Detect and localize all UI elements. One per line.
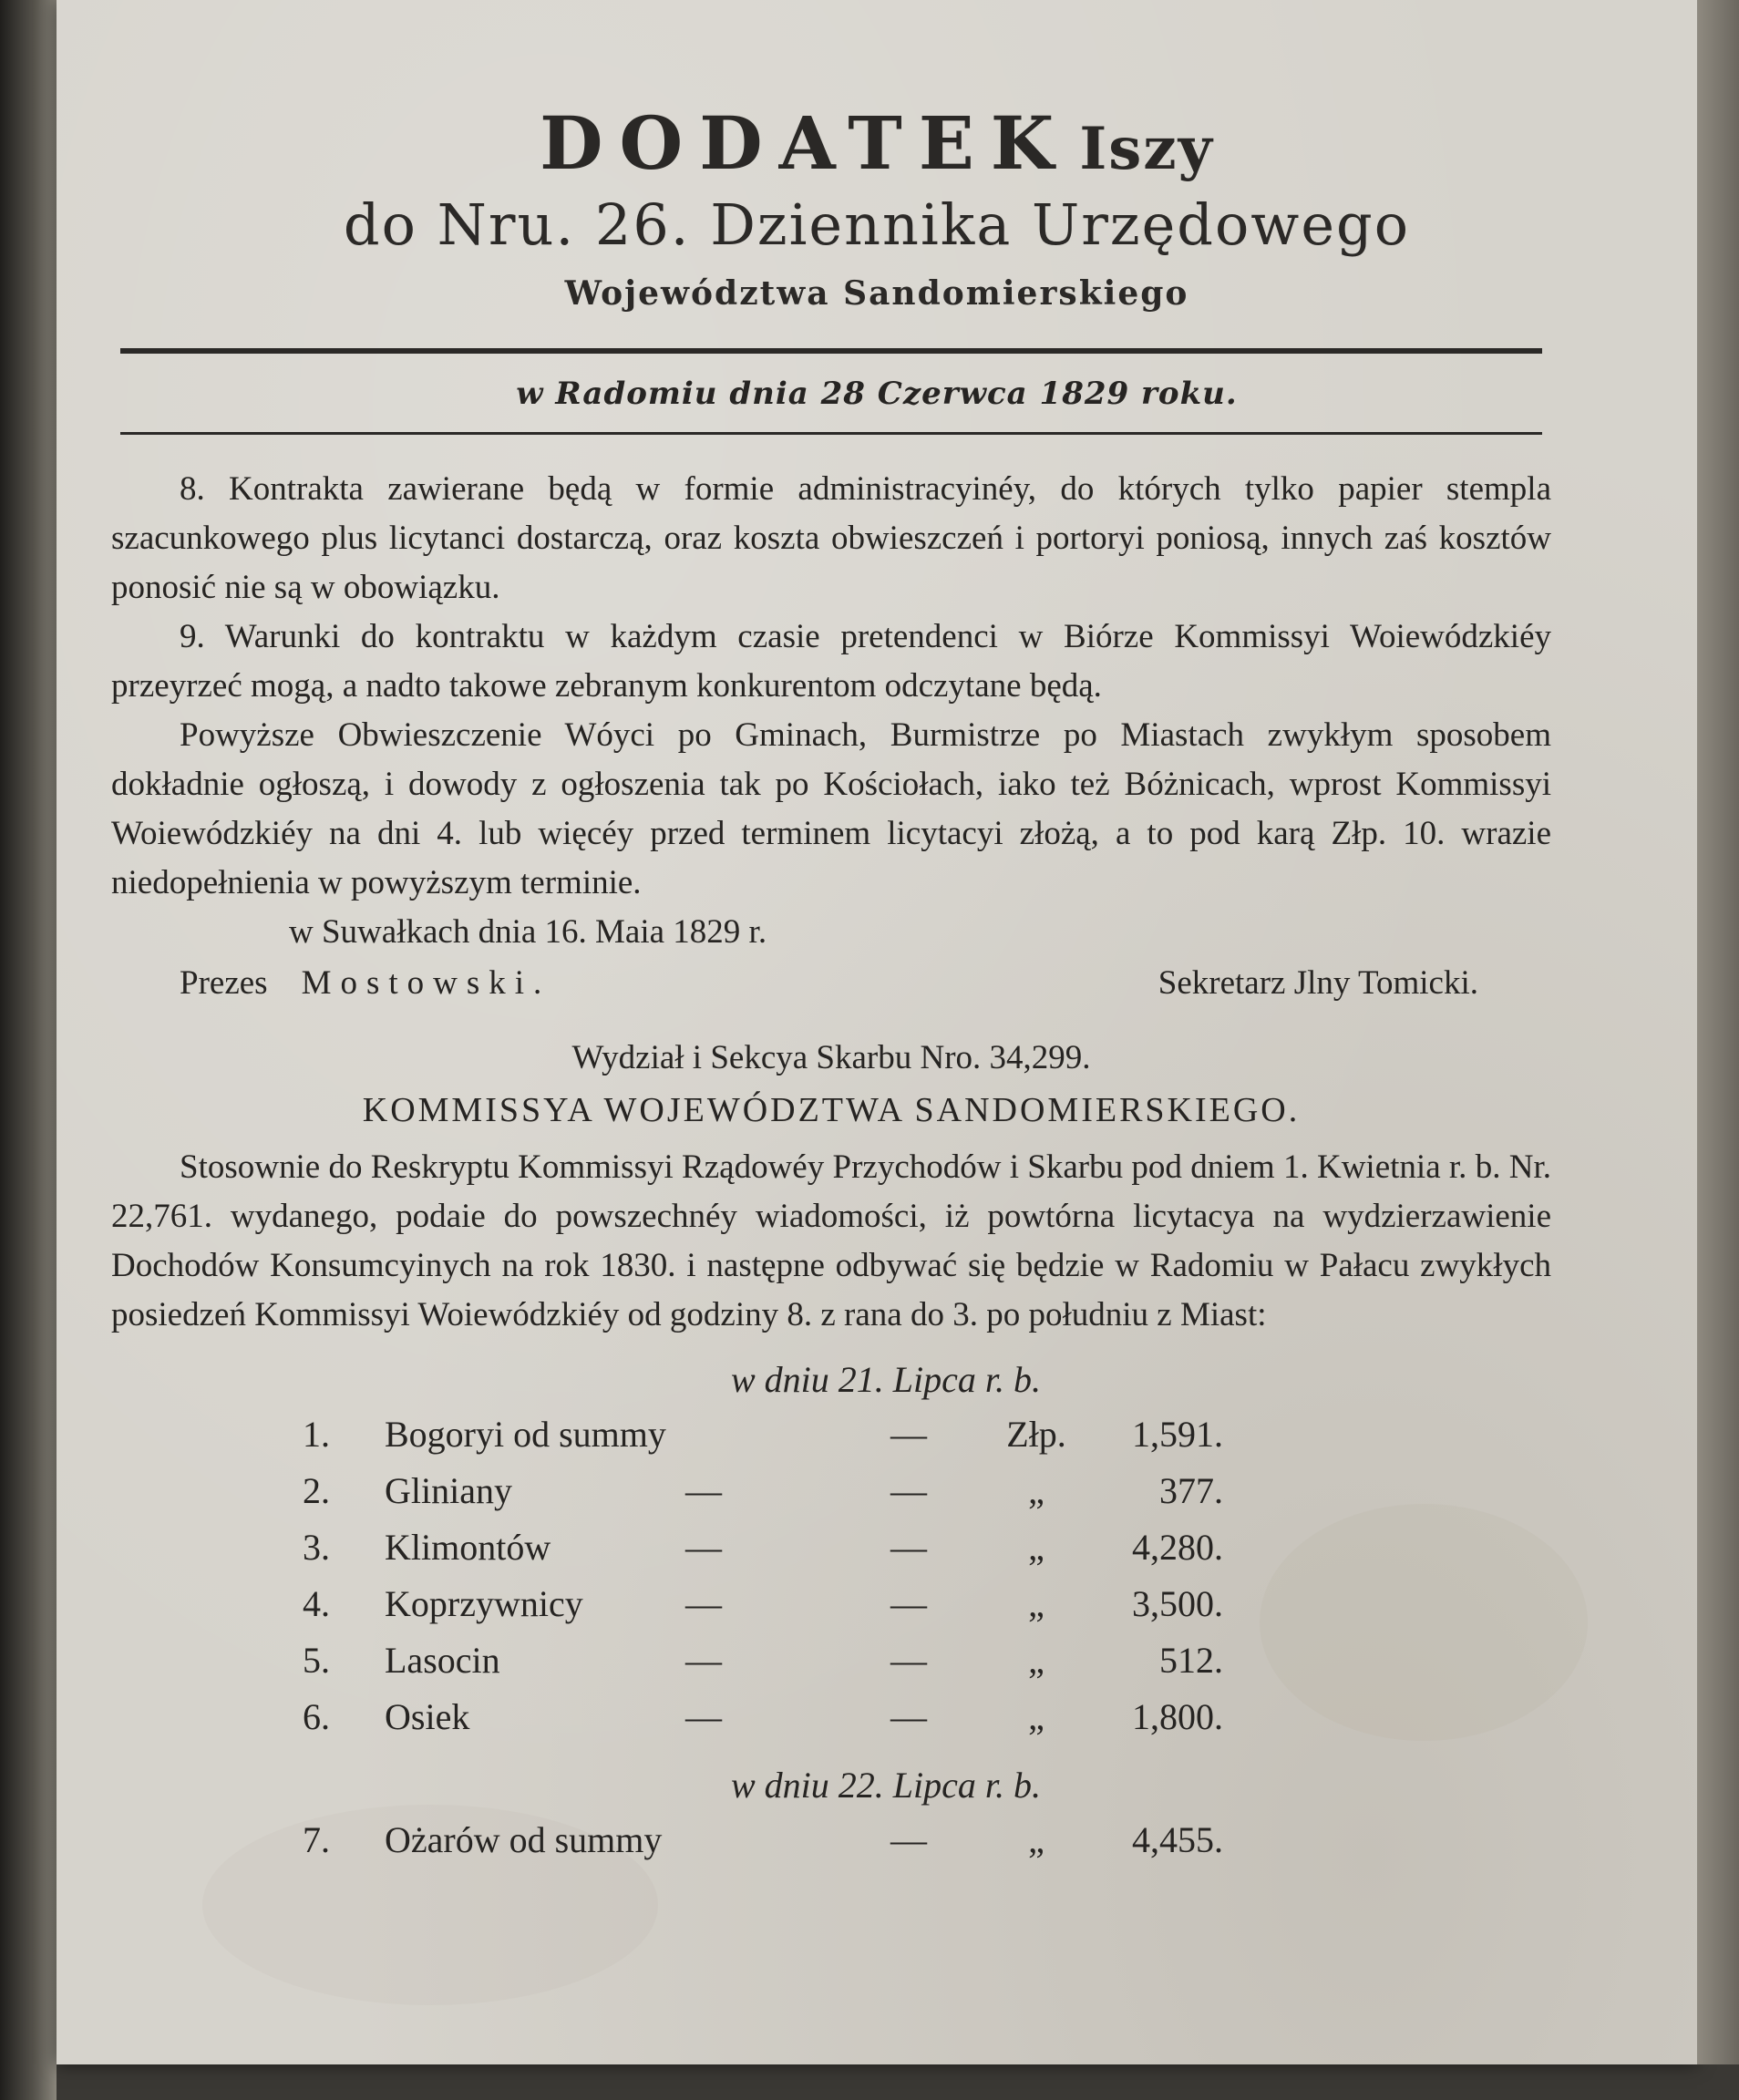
- row-name: Koprzywnicy: [385, 1583, 583, 1624]
- row-dash: —: [890, 1470, 927, 1511]
- day-heading: w dniu 22. Lipca r. b.: [730, 1765, 1042, 1806]
- row-unit: „: [1028, 1470, 1044, 1511]
- dateline: w Radomiu dnia 28 Czerwca 1829 roku.: [516, 376, 1238, 412]
- row-name: Lasocin: [385, 1640, 500, 1681]
- row-unit: „: [1028, 1640, 1044, 1681]
- row-dash: —: [685, 1696, 722, 1737]
- row-dash: —: [890, 1414, 927, 1455]
- signature-role: Prezes: [180, 964, 268, 1002]
- table-row: [303, 1812, 1223, 1868]
- day-heading: w dniu 21. Lipca r. b.: [730, 1359, 1042, 1400]
- row-dash: —: [890, 1583, 927, 1624]
- auction-table-day-2: [303, 1812, 1223, 1868]
- row-unit: Złp.: [1006, 1414, 1066, 1455]
- signature-name: Mostowski.: [301, 964, 551, 1002]
- row-dash: [685, 1406, 822, 1463]
- row-number: 2.: [303, 1470, 330, 1511]
- document-page: [57, 0, 1697, 2064]
- document-header: [57, 100, 1697, 313]
- row-value: 4,455.: [1132, 1819, 1223, 1860]
- table-row: [303, 1406, 1223, 1463]
- row-dash: —: [890, 1527, 927, 1568]
- row-dash: —: [890, 1640, 927, 1681]
- row-number: 1.: [303, 1414, 330, 1455]
- row-number: 4.: [303, 1583, 330, 1624]
- table-row: [303, 1689, 1223, 1745]
- row-dash: —: [890, 1819, 927, 1860]
- header-rule: [120, 348, 1542, 354]
- document-subtitle: do Nru. 26. Dziennika Urzędowego: [343, 191, 1411, 258]
- signatures: [111, 959, 1551, 1008]
- document-body: [111, 465, 1551, 1868]
- row-number: 5.: [303, 1640, 330, 1681]
- paragraph-notice: Powyższe Obwieszczenie Wóyci po Gminach, Burmistrze po Miastach zwykłym sposobem dokładnie ogłoszą, i dowody z ogłoszenia tak po Kościołach, iako też Bóżnicach, wprost Kommissyi Woiewódzkiéy na dni 4. lub więcéy przed terminem licytacyi złożą, a to pod karą Złp. 10. wrazie niedopełnienia w powyższym terminie.: [111, 716, 1551, 901]
- row-number: 3.: [303, 1527, 330, 1568]
- paragraph-8: 8. Kontrakta zawierane będą w formie administracyinéy, do których tylko papier stempla szacunkowego plus licytanci dostarczą, oraz koszta obwieszczeń i portoryi poniosą, innych zaś kosztów ponosić nie są w obowiązku.: [111, 470, 1551, 606]
- row-name: Osiek: [385, 1696, 470, 1737]
- row-dash: —: [890, 1696, 927, 1737]
- title-text: DODATEK: [540, 100, 1071, 186]
- section-line: Wydział i Sekcya Skarbu Nro. 34,299.: [571, 1039, 1091, 1076]
- row-dash: —: [685, 1583, 722, 1624]
- table-row: [303, 1519, 1223, 1576]
- row-value: 1,800.: [1132, 1696, 1223, 1737]
- book-binding: [0, 0, 57, 2100]
- table-row: [303, 1576, 1223, 1632]
- paragraph-9: 9. Warunki do kontraktu w każdym czasie pretendenci w Biórze Kommissyi Woiewódzkiéy przeyrzeć mogą, a nadto takowe zebranym konkurentom odczytane będą.: [111, 618, 1551, 705]
- auction-table-day-1: [303, 1406, 1223, 1745]
- title-ordinal: Iszy: [1079, 115, 1214, 183]
- section-heading: KOMMISSYA WOJEWÓDZTWA SANDOMIERSKIEGO.: [362, 1091, 1301, 1129]
- row-value: 512.: [1159, 1640, 1223, 1681]
- table-row: [303, 1463, 1223, 1519]
- row-name: Bogoryi od summy: [385, 1414, 666, 1455]
- table-row: [303, 1632, 1223, 1689]
- signature-right: Sekretarz Jlny Tomicki.: [1158, 964, 1478, 1002]
- row-dash: —: [685, 1470, 722, 1511]
- row-number: 6.: [303, 1696, 330, 1737]
- dateline-rule: [120, 432, 1542, 435]
- signature-left: [111, 959, 551, 1008]
- row-unit: „: [1028, 1696, 1044, 1737]
- place-date: w Suwałkach dnia 16. Maia 1829 r.: [289, 913, 767, 951]
- announcement: Stosownie do Reskryptu Kommissyi Rządowéy Przychodów i Skarbu pod dniem 1. Kwietnia r. b. Nr. 22,761. wydanego, podaie do powszechnéy wiadomości, iż powtórna licytacya na wydzierzawienie Dochodów Konsumcyinych na rok 1830. i następne odbywać się będzie w Radomiu w Pałacu zwykłych posiedzeń Kommissyi Woiewódzkiéy od godziny 8. z rana do 3. po południu z Miast:: [111, 1148, 1551, 1333]
- row-unit: „: [1028, 1527, 1044, 1568]
- row-number: 7.: [303, 1819, 330, 1860]
- row-value: 4,280.: [1132, 1527, 1223, 1568]
- document-title: [57, 100, 1697, 186]
- row-value: 377.: [1159, 1470, 1223, 1511]
- row-name: Gliniany: [385, 1470, 512, 1511]
- row-value: 3,500.: [1132, 1583, 1223, 1624]
- row-name: Klimontów: [385, 1527, 551, 1568]
- row-name: Ożarów od summy: [385, 1819, 663, 1860]
- row-unit: „: [1028, 1583, 1044, 1624]
- row-value: 1,591.: [1132, 1414, 1223, 1455]
- row-dash: —: [685, 1640, 722, 1681]
- page-edge: [1697, 0, 1739, 2064]
- row-dash: —: [685, 1527, 722, 1568]
- row-unit: „: [1028, 1819, 1044, 1860]
- document-subtitle-region: Województwa Sandomierskiego: [564, 274, 1189, 313]
- row-dash: [685, 1812, 822, 1868]
